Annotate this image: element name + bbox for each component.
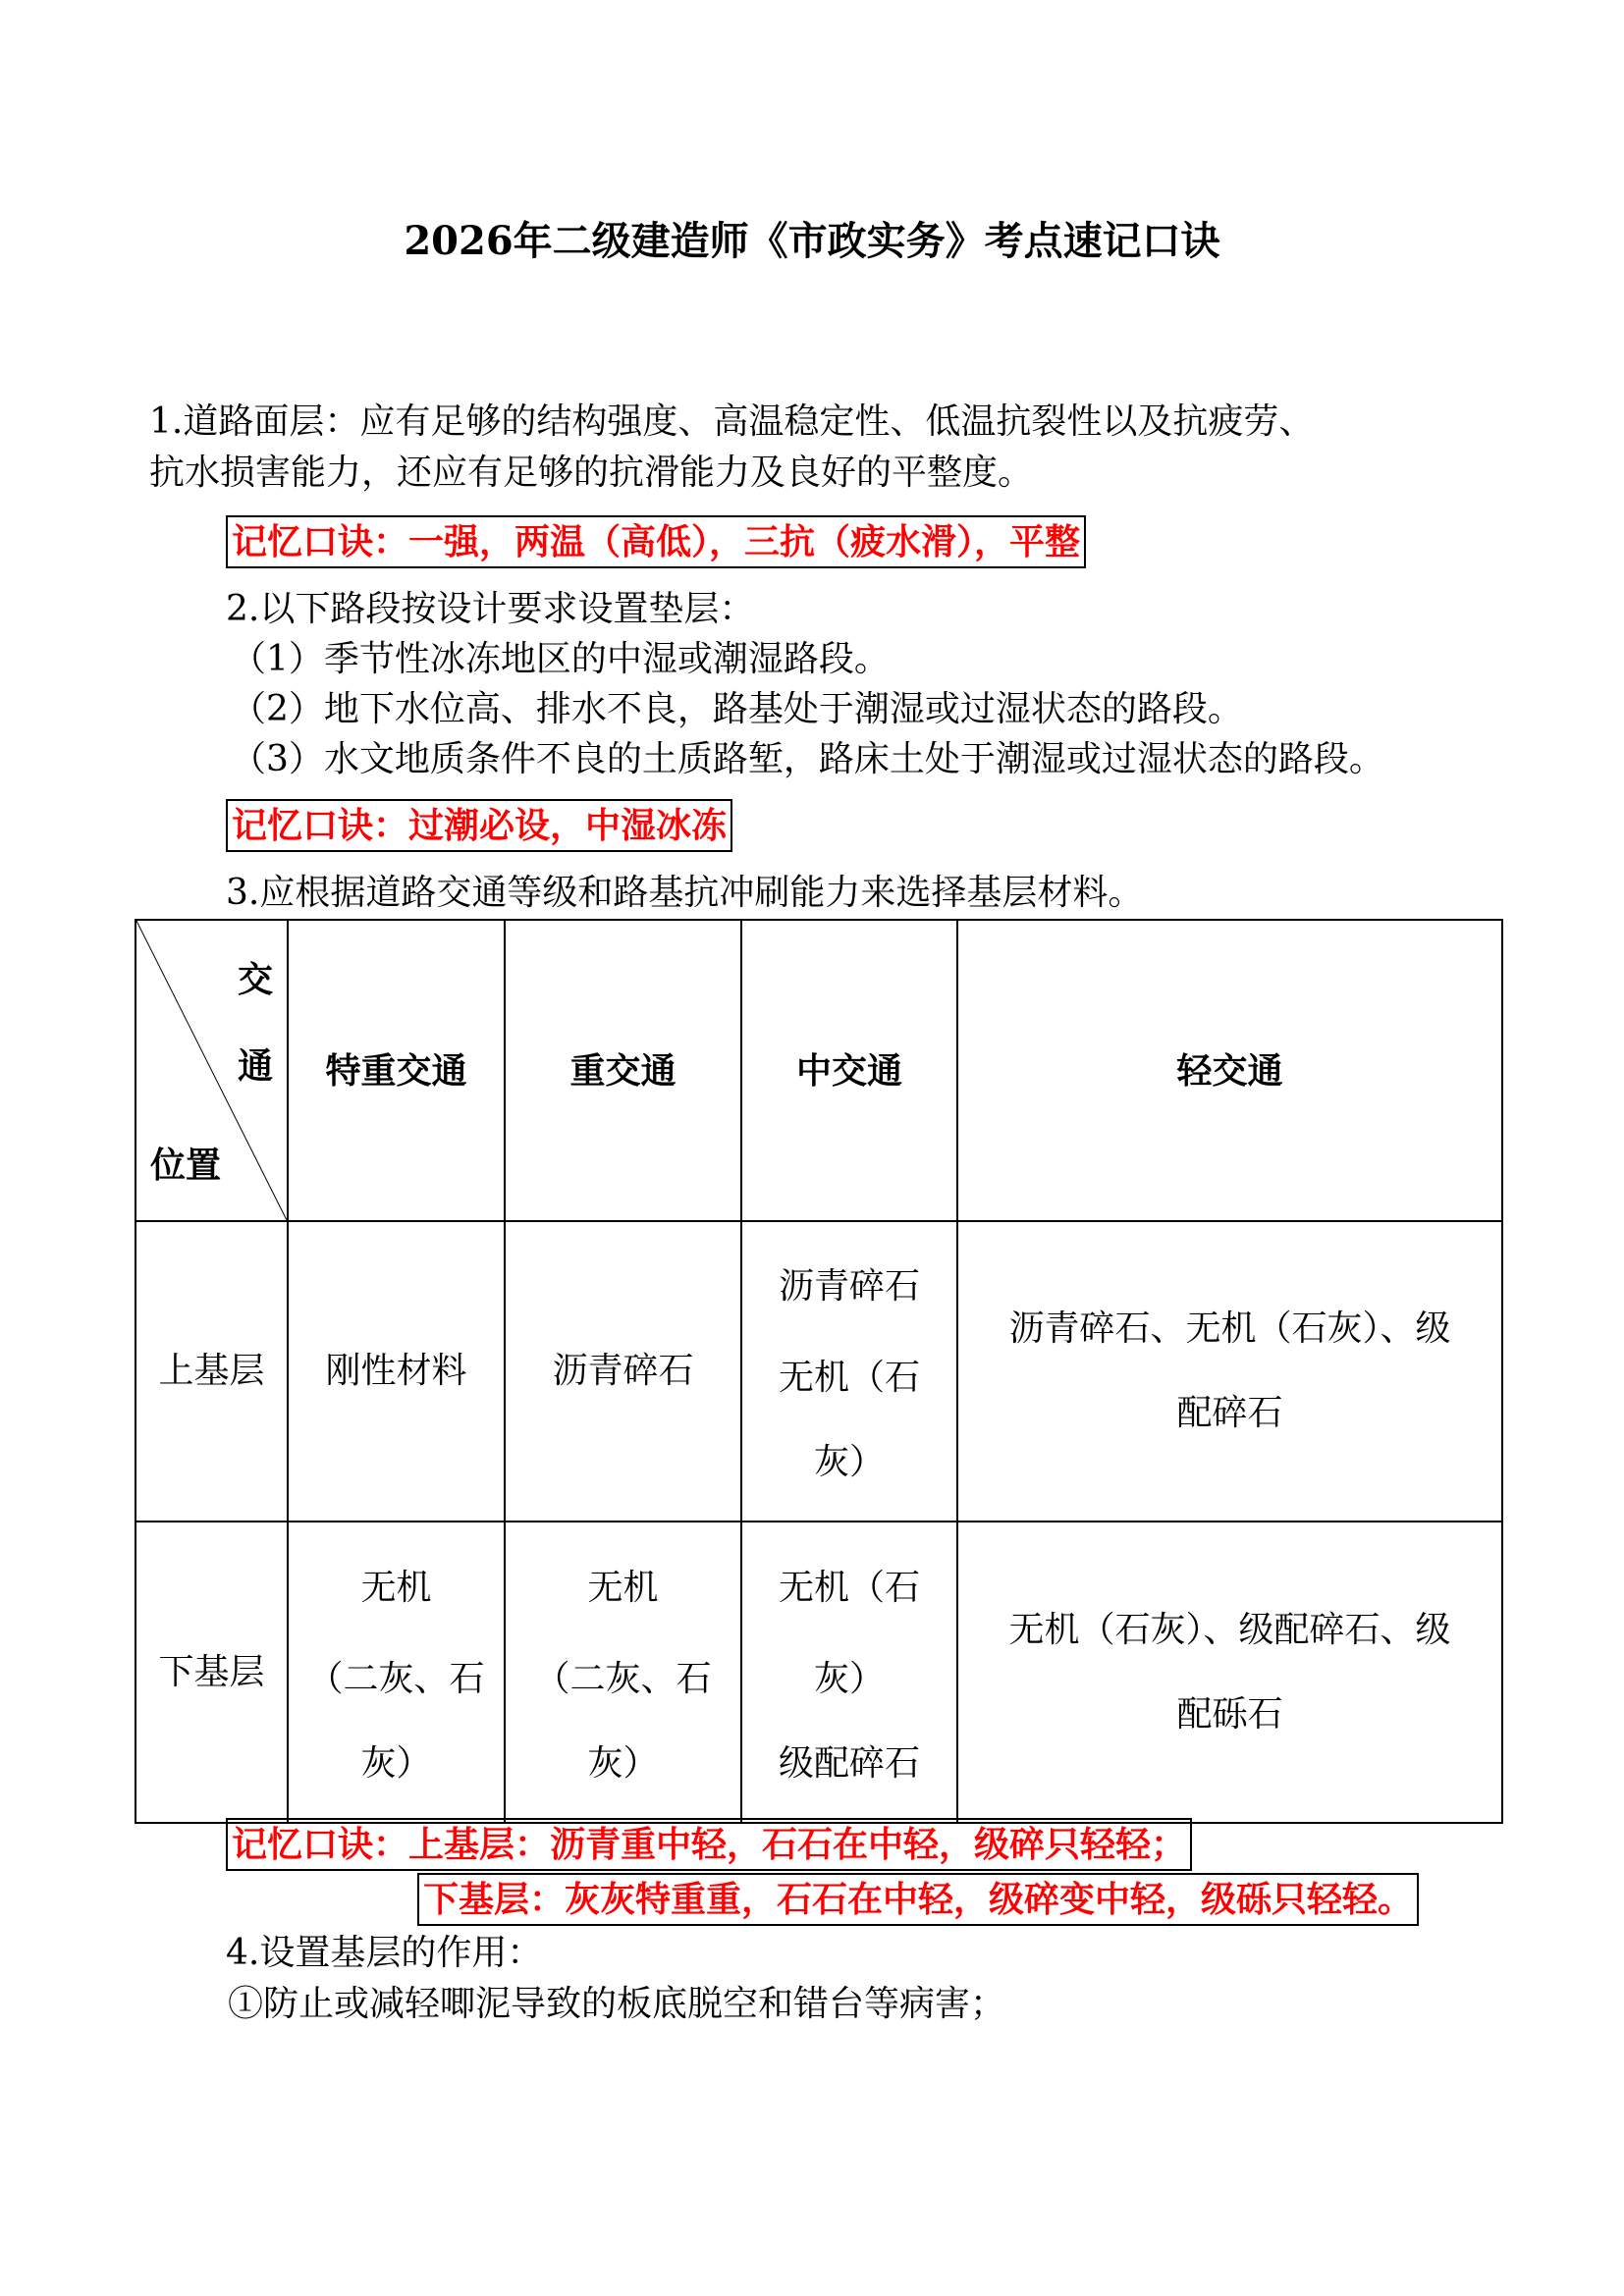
row-label-lower-base: 下基层 (135, 1522, 288, 1823)
section-1-line-1: 1.道路面层：应有足够的结构强度、高温稳定性、低温抗裂性以及抗疲劳、 (149, 401, 1315, 442)
header-medium: 中交通 (741, 920, 957, 1221)
corner-label-top-1: 交 (237, 959, 273, 1000)
table-cell: 刚性材料 (288, 1221, 505, 1522)
table-row (135, 1221, 1502, 1522)
mnemonic-box-1: 记忆口诀：一强，两温（高低），三抗（疲水滑），平整 (226, 515, 1086, 568)
corner-label-bottom: 位置 (150, 1145, 222, 1186)
table-row (135, 1522, 1502, 1823)
section-2-heading: 2.以下路段按设计要求设置垫层： (226, 589, 755, 629)
table-cell: 无机（石灰）、级配碎石、级 配砾石 (957, 1522, 1502, 1823)
table-cell: 沥青碎石、无机（石灰）、级 配碎石 (957, 1221, 1502, 1522)
row-label-upper-base: 上基层 (135, 1221, 288, 1522)
section-2-item-2: （2）地下水位高、排水不良，路基处于潮湿或过湿状态的路段。 (231, 689, 1243, 729)
corner-label-top-2: 通 (237, 1045, 273, 1087)
section-2-item-3: （3）水文地质条件不良的土质路堑，路床土处于潮湿或过湿状态的路段。 (231, 739, 1384, 779)
section-4-heading: 4.设置基层的作用： (226, 1933, 543, 1973)
section-4-item-1: ①防止或减轻唧泥导致的板底脱空和错台等病害； (228, 1984, 1006, 2024)
table-corner-cell (135, 920, 288, 1221)
table-cell: 无机 （二灰、石 灰） (288, 1522, 505, 1823)
table-cell: 沥青碎石 无机（石 灰） (741, 1221, 957, 1522)
base-material-table (135, 919, 1503, 1824)
header-extra-heavy: 特重交通 (288, 920, 505, 1221)
table-cell: 沥青碎石 (505, 1221, 741, 1522)
mnemonic-box-3b: 下基层：灰灰特重重，石石在中轻，级碎变中轻，级砾只轻轻。 (417, 1873, 1419, 1926)
section-1-line-2: 抗水损害能力，还应有足够的抗滑能力及良好的平整度。 (149, 453, 1034, 493)
section-2-item-1: （1）季节性冰冻地区的中湿或潮湿路段。 (231, 639, 890, 679)
table-cell: 无机 （二灰、石 灰） (505, 1522, 741, 1823)
mnemonic-box-3a: 记忆口诀：上基层：沥青重中轻，石石在中轻，级碎只轻轻； (226, 1818, 1192, 1871)
header-heavy: 重交通 (505, 920, 741, 1221)
table-cell: 无机（石 灰） 级配碎石 (741, 1522, 957, 1823)
header-light: 轻交通 (957, 920, 1502, 1221)
mnemonic-box-2: 记忆口诀：过潮必设，中湿冰冻 (226, 799, 732, 852)
table-header-row (135, 920, 1502, 1221)
page-title: 2026年二级建造师《市政实务》考点速记口诀 (404, 218, 1220, 264)
section-3-heading: 3.应根据道路交通等级和路基抗冲刷能力来选择基层材料。 (226, 873, 1144, 913)
